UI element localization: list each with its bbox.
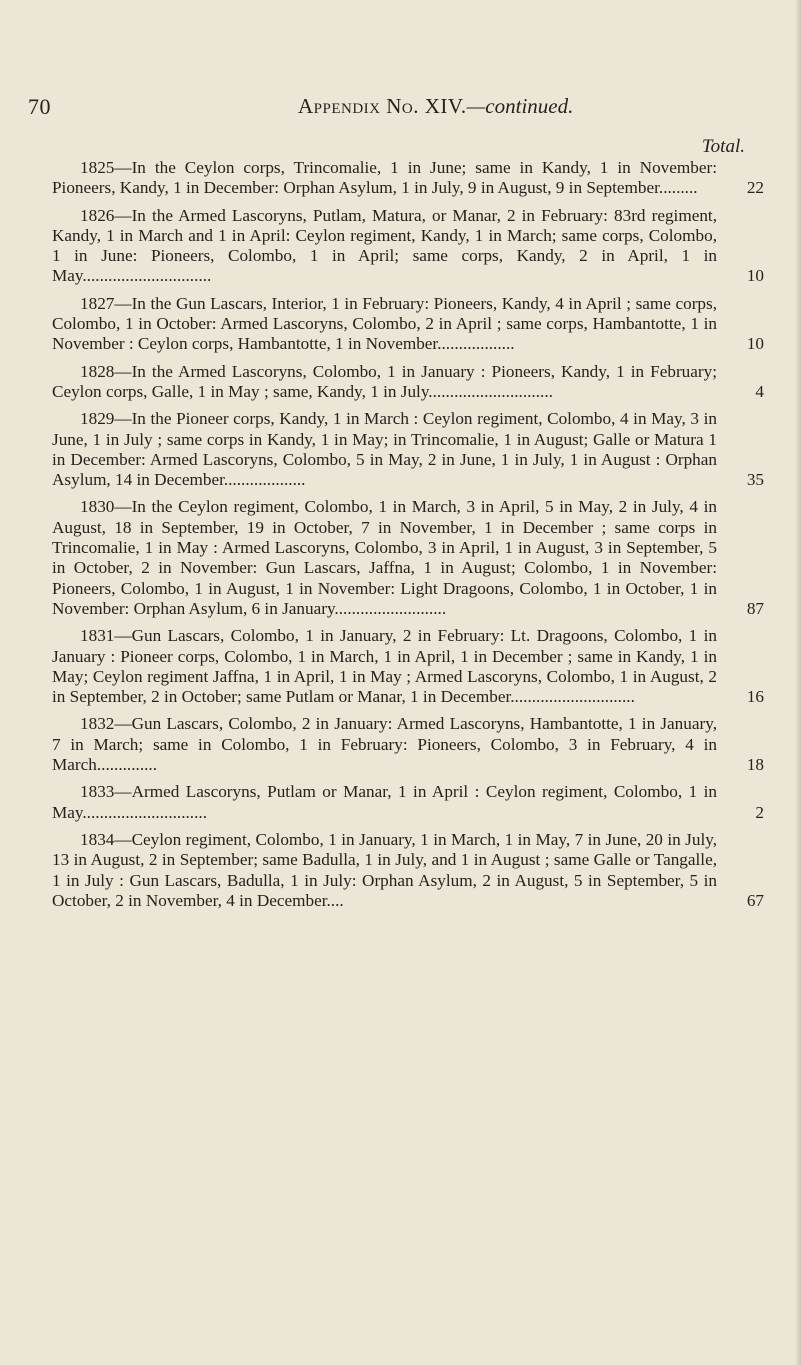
- entry-total: 67: [746, 890, 764, 910]
- entry-total: 10: [746, 266, 764, 286]
- entry-text: 1833—Armed Lascoryns, Putlam or Manar, 1 in April : Ceylon regiment, Colombo, 1 in May.............................: [52, 782, 717, 822]
- entries-list: [52, 158, 764, 918]
- page-header: [0, 74, 801, 119]
- entry-text: 1831—Gun Lascars, Colombo, 1 in January, 2 in February: Lt. Dragoons, Colombo, 1 in January : Pioneer corps, Colombo, 1 in March, 1 in April, 1 in December ; same in Kandy, 1 in May; Ceylon regiment Jaffna, 1 in April, 1 in May ; Armed Lascoryns, Colombo, 1 in August, 2 in September, 2 in October; same Putlam or Manar, 1 in December.............................: [52, 626, 717, 707]
- entry-total: 87: [746, 598, 764, 618]
- entry-1833: [52, 782, 764, 823]
- entry-1828: [52, 362, 764, 403]
- entry-total: 35: [746, 470, 764, 490]
- entry-1830: [52, 497, 764, 619]
- entry-text: 1832—Gun Lascars, Colombo, 2 in January: Armed Lascoryns, Hambantotte, 1 in January, 7 in March; same in Colombo, 1 in February: Pioneers, Colombo, 3 in February, 4 in March..............: [52, 714, 717, 775]
- total-column-header: Total.: [701, 136, 745, 157]
- entry-text: 1826—In the Armed Lascoryns, Putlam, Matura, or Manar, 2 in February: 83rd regiment, Kandy, 1 in March and 1 in April: Ceylon regiment, Kandy, 1 in March; same corps, Colombo, 1 in June: Pioneers, Colombo, 1 in April; same corps, Kandy, 2 in April, 1 in May..............................: [52, 205, 717, 286]
- entry-text: 1828—In the Armed Lascoryns, Colombo, 1 in January : Pioneers, Kandy, 1 in February; Ceylon corps, Galle, 1 in May ; same, Kandy, 1 in July.............................: [52, 361, 717, 401]
- entry-total: 4: [755, 381, 764, 401]
- entry-text: 1834—Ceylon regiment, Colombo, 1 in January, 1 in March, 1 in May, 7 in June, 20 in July, 13 in August, 2 in September; same Badulla, 1 in July, and 1 in August ; same Galle or Tangalle, 1 in July : Gun Lascars, Badulla, 1 in July: Orphan Asylum, 2 in August, 5 in September, 5 in October, 2 in November, 4 in December....: [52, 829, 717, 910]
- entry-total: 10: [746, 334, 764, 354]
- page-edge-shadow: [795, 0, 801, 1365]
- entry-1825: [52, 158, 764, 199]
- entry-1832: [52, 714, 764, 775]
- entry-total: 16: [746, 687, 764, 707]
- running-head-title: Appendix No. XIV.: [298, 94, 467, 118]
- running-head-continued: —continued.: [466, 94, 574, 118]
- running-head: [298, 94, 573, 119]
- entry-1834: [52, 830, 764, 911]
- entry-1831: [52, 626, 764, 707]
- entry-text: 1827—In the Gun Lascars, Interior, 1 in February: Pioneers, Kandy, 4 in April ; same corps, Colombo, 1 in October: Armed Lascoryns, Colombo, 2 in April ; same corps, Hambantotte, 1 in November : Ceylon corps, Hambantotte, 1 in November..................: [52, 293, 717, 354]
- entry-text: 1830—In the Ceylon regiment, Colombo, 1 in March, 3 in April, 5 in May, 2 in July, 4 in August, 18 in September, 19 in October, 7 in November, 1 in December ; same corps in Trincomalie, 1 in May : Armed Lascoryns, Colombo, 3 in April, 1 in August, 3 in September, 5 in October, 2 in November: Gun Lascars, Jaffna, 1 in August; Colombo, 1 in November: Pioneers, Colombo, 1 in August, 1 in November: Light Dragoons, Colombo, 1 in October, 1 in November: Orphan Asylum, 6 in January..........................: [52, 497, 717, 618]
- entry-total: 22: [746, 178, 764, 198]
- entry-total: 2: [755, 802, 764, 822]
- entry-text: 1829—In the Pioneer corps, Kandy, 1 in March : Ceylon regiment, Colombo, 4 in May, 3 in June, 1 in July ; same corps in Kandy, 1 in May; in Trincomalie, 1 in August; Galle or Matura 1 in December: Armed Lascoryns, Colombo, 5 in May, 2 in June, 1 in July, 1 in August : Orphan Asylum, 14 in December...................: [52, 409, 717, 490]
- entry-1827: [52, 294, 764, 355]
- entry-1829: [52, 409, 764, 490]
- entry-text: 1825—In the Ceylon corps, Trincomalie, 1 in June; same in Kandy, 1 in November: Pioneers, Kandy, 1 in December: Orphan Asylum, 1 in July, 9 in August, 9 in September.........: [52, 158, 717, 198]
- entry-1826: [52, 206, 764, 287]
- entry-total: 18: [746, 755, 764, 775]
- page-number: 70: [28, 94, 51, 119]
